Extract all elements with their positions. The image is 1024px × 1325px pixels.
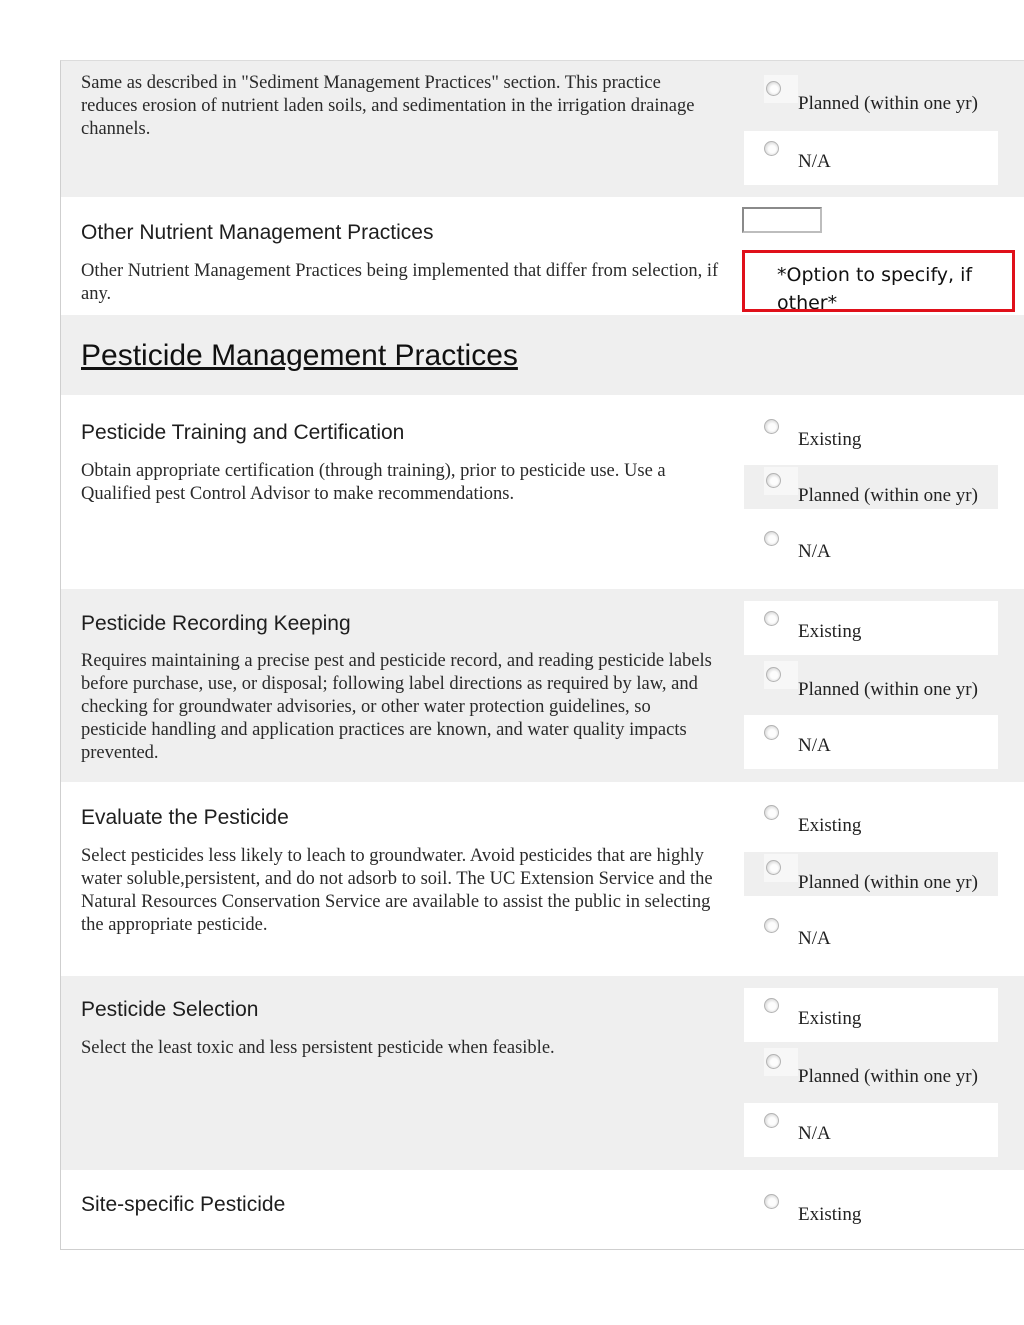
- practice-description: Select the least toxic and less persistent pesticide when feasible.: [81, 1038, 555, 1058]
- option-na[interactable]: [744, 131, 998, 185]
- radio-button-icon[interactable]: [766, 81, 781, 96]
- practice-row-other-nutrient: [61, 197, 1024, 315]
- option-existing[interactable]: [744, 795, 998, 849]
- practice-title: Evaluate the Pesticide: [81, 806, 289, 829]
- specify-callout-annotation: *Option to specify, if other*: [742, 250, 1015, 312]
- radio-button-icon[interactable]: [764, 419, 779, 434]
- practice-row-training: [61, 395, 1024, 589]
- option-label: Existing: [798, 429, 862, 450]
- radio-button-icon[interactable]: [764, 725, 779, 740]
- practice-title: Other Nutrient Management Practices: [81, 221, 434, 244]
- option-label: N/A: [798, 928, 831, 949]
- practice-title: Pesticide Training and Certification: [81, 421, 405, 444]
- option-label: Existing: [798, 815, 862, 836]
- practice-description: Requires maintaining a precise pest and pesticide record, and reading pesticide labels before purchase, use, or disposal; following label directions as required by law, and checking for groundwater advisories, or other water protection guidelines, so pesticide handling and application practices are known, and water quality impacts prevented.: [81, 651, 712, 763]
- option-na[interactable]: [744, 521, 998, 575]
- radio-button-icon[interactable]: [766, 473, 781, 488]
- practices-form: [60, 60, 1024, 1250]
- option-label: Existing: [798, 621, 862, 642]
- practice-title: Site-specific Pesticide: [81, 1193, 286, 1216]
- option-existing[interactable]: [744, 409, 998, 463]
- option-label: Planned (within one yr): [798, 872, 978, 893]
- option-label: Existing: [798, 1008, 862, 1029]
- radio-button-icon[interactable]: [764, 1194, 779, 1209]
- option-label: Planned (within one yr): [798, 679, 978, 700]
- radio-button-icon[interactable]: [766, 860, 781, 875]
- option-na[interactable]: [744, 1103, 998, 1157]
- radio-button-icon[interactable]: [764, 611, 779, 626]
- radio-button-icon[interactable]: [766, 667, 781, 682]
- option-label: N/A: [798, 151, 831, 172]
- practice-row-sediment-reference: [61, 61, 1024, 197]
- practice-row-selection: [61, 976, 1024, 1170]
- practice-title: Pesticide Recording Keeping: [81, 612, 351, 635]
- practice-title: Pesticide Selection: [81, 998, 259, 1021]
- option-existing[interactable]: [744, 1184, 998, 1238]
- radio-button-icon[interactable]: [766, 1054, 781, 1069]
- option-label: N/A: [798, 1123, 831, 1144]
- practice-description: Other Nutrient Management Practices being implemented that differ from selection, if any.: [81, 261, 719, 304]
- option-label: Planned (within one yr): [798, 93, 978, 114]
- option-existing[interactable]: [744, 988, 998, 1042]
- radio-button-icon[interactable]: [764, 141, 779, 156]
- radio-button-icon[interactable]: [764, 805, 779, 820]
- option-planned[interactable]: [744, 465, 998, 509]
- option-label: Planned (within one yr): [798, 1066, 978, 1087]
- practice-row-evaluate: [61, 782, 1024, 976]
- option-na[interactable]: [744, 715, 998, 769]
- option-planned[interactable]: [744, 1046, 998, 1100]
- option-label: Planned (within one yr): [798, 485, 978, 506]
- radio-button-icon[interactable]: [764, 998, 779, 1013]
- radio-button-icon[interactable]: [764, 531, 779, 546]
- option-planned[interactable]: [744, 659, 998, 713]
- practice-row-record-keeping: [61, 589, 1024, 782]
- radio-button-icon[interactable]: [764, 918, 779, 933]
- option-label: N/A: [798, 735, 831, 756]
- option-existing[interactable]: [744, 601, 998, 655]
- other-specify-input[interactable]: [742, 207, 822, 233]
- option-label: N/A: [798, 541, 831, 562]
- radio-button-icon[interactable]: [764, 1113, 779, 1128]
- practice-description: Obtain appropriate certification (through training), prior to pesticide use. Use a Qualified pest Control Advisor to make recommendations.: [81, 461, 666, 504]
- section-header: [61, 315, 1024, 395]
- practice-description: Same as described in "Sediment Management Practices" section. This practice reduces erosion of nutrient laden soils, and sedimentation in the irrigation drainage channels.: [81, 73, 695, 139]
- practice-description: Select pesticides less likely to leach to groundwater. Avoid pesticides that are highly water soluble,persistent, and do not adsorb to soil. The UC Extension Service and the Natural Resources Conservation Service are available to assist the public in selecting the appropriate pesticide.: [81, 846, 713, 935]
- option-label: Existing: [798, 1204, 862, 1225]
- practice-row-site-specific: [61, 1170, 1024, 1249]
- option-planned[interactable]: [744, 73, 998, 127]
- section-title: Pesticide Management Practices: [81, 339, 518, 372]
- option-na[interactable]: [744, 908, 998, 962]
- option-planned[interactable]: [744, 852, 998, 896]
